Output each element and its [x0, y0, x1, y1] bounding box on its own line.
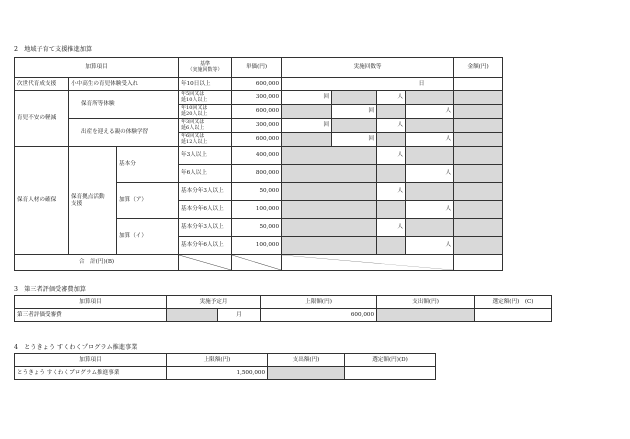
row-base: 年3人以上 [179, 147, 232, 165]
amount-cell [454, 105, 503, 119]
header-limit: 上限額(円) [167, 354, 268, 367]
table-row [15, 309, 552, 322]
section-3-title: 3 第三者評価受審費加算 [14, 286, 86, 293]
header-selected: 選定額(円) (C) [475, 296, 552, 309]
count-unit[interactable]: 人 [377, 183, 406, 201]
table-row [15, 367, 436, 380]
section-4-title: 4 とうきょう すくわくプログラム推進事業 [14, 344, 138, 351]
row-category: 次世代育成支援 [15, 78, 69, 91]
header-item: 加算項目 [15, 296, 167, 309]
total-amount[interactable] [454, 255, 503, 271]
total-label: 合 計(円)(B) [15, 255, 179, 271]
row-base: 基本分年3人以上 [179, 183, 232, 201]
section-3-table [14, 295, 552, 322]
header-item: 加算項目 [15, 354, 167, 367]
row-base: 年10回又は 延20人以上 [179, 105, 232, 119]
row-subitem: 加算（イ） [117, 219, 179, 255]
row-item: 保育拠点活動 支援 [69, 147, 117, 255]
count-unit[interactable]: 回 [282, 91, 332, 105]
amount-cell [454, 133, 503, 147]
spend-input[interactable] [268, 367, 345, 380]
table-row [15, 78, 503, 91]
row-base: 基本分年6人以上 [179, 201, 232, 219]
section-2-table [14, 57, 503, 271]
total-row [15, 255, 503, 271]
count-unit[interactable]: 回 [332, 105, 377, 119]
section-2-title: 2 地域子育て支援推進加算 [14, 46, 93, 53]
month-unit: 月 [218, 309, 261, 322]
row-base: 年6人以上 [179, 165, 232, 183]
table-row [15, 147, 503, 165]
count-unit[interactable]: 人 [406, 201, 454, 219]
row-item: 保育所等体験 [69, 91, 179, 119]
row-category: 保育人材の確保 [15, 147, 69, 255]
row-price: 300,000 [232, 91, 282, 105]
count-unit[interactable]: 人 [377, 147, 406, 165]
header-base: 基準 （実施回数等） [179, 58, 232, 78]
header-spend: 支出額(円) [268, 354, 345, 367]
count-unit[interactable]: 人 [406, 105, 454, 119]
amount-cell [454, 91, 503, 105]
row-subitem: 基本分 [117, 147, 179, 183]
row-category: 育児不安の軽減 [15, 91, 69, 147]
amount-cell [454, 201, 503, 219]
row-price: 50,000 [232, 183, 282, 201]
diagonal-cell [179, 255, 232, 271]
header-limit: 上限額(円) [261, 296, 377, 309]
row-item: 出産を迎える親の体験学習 [69, 119, 179, 147]
header-month: 実施予定月 [167, 296, 261, 309]
table-row [15, 91, 503, 105]
row-price: 50,000 [232, 219, 282, 237]
selected-amount[interactable] [345, 367, 436, 380]
header-amount: 金額(円) [454, 58, 503, 78]
count-unit[interactable]: 人 [377, 119, 406, 133]
amount-cell [454, 165, 503, 183]
count-unit[interactable]: 人 [406, 165, 454, 183]
row-price: 400,000 [232, 147, 282, 165]
count-unit[interactable]: 回 [282, 119, 332, 133]
count-unit[interactable]: 人 [406, 133, 454, 147]
spend-input[interactable] [377, 309, 475, 322]
selected-amount[interactable] [475, 309, 552, 322]
row-base: 年5回又は 延10人以上 [179, 91, 232, 105]
count-unit[interactable]: 日 [282, 78, 454, 91]
limit-value: 1,500,000 [167, 367, 268, 380]
header-selected: 選定額(円)(D) [345, 354, 436, 367]
limit-value: 600,000 [261, 309, 377, 322]
section-4-table [14, 353, 436, 380]
count-unit[interactable]: 人 [406, 237, 454, 255]
amount-cell [454, 147, 503, 165]
row-price: 600,000 [232, 105, 282, 119]
row-base: 年10日以上 [179, 78, 232, 91]
table-row [15, 119, 503, 133]
row-base: 年3回又は 延6人以上 [179, 119, 232, 133]
diagonal-cell [282, 255, 454, 271]
row-price: 100,000 [232, 237, 282, 255]
row-base: 基本分年3人以上 [179, 219, 232, 237]
count-unit[interactable]: 人 [377, 219, 406, 237]
count-unit[interactable]: 人 [377, 91, 406, 105]
amount-cell[interactable] [454, 78, 503, 91]
row-subitem: 加算（ア） [117, 183, 179, 219]
row-base: 年6回又は 延12人以上 [179, 133, 232, 147]
row-item: とうきょう すくわくプログラム推進事業 [15, 367, 167, 380]
count-unit[interactable]: 回 [332, 133, 377, 147]
row-price: 300,000 [232, 119, 282, 133]
header-unit-price: 単価(円) [232, 58, 282, 78]
header-item: 加算項目 [15, 58, 179, 78]
row-base: 基本分年6人以上 [179, 237, 232, 255]
row-price: 100,000 [232, 201, 282, 219]
amount-cell [454, 237, 503, 255]
row-price: 600,000 [232, 133, 282, 147]
row-price: 800,000 [232, 165, 282, 183]
diagonal-cell [232, 255, 282, 271]
amount-cell [454, 119, 503, 133]
month-input[interactable] [167, 309, 218, 322]
amount-cell [454, 219, 503, 237]
header-count: 実施回数等 [282, 58, 454, 78]
row-item: 小中高生の育児体験受入れ [69, 78, 179, 91]
amount-cell [454, 183, 503, 201]
header-spend: 支出額(円) [377, 296, 475, 309]
row-item: 第三者評価受審費 [15, 309, 167, 322]
row-price: 600,000 [232, 78, 282, 91]
